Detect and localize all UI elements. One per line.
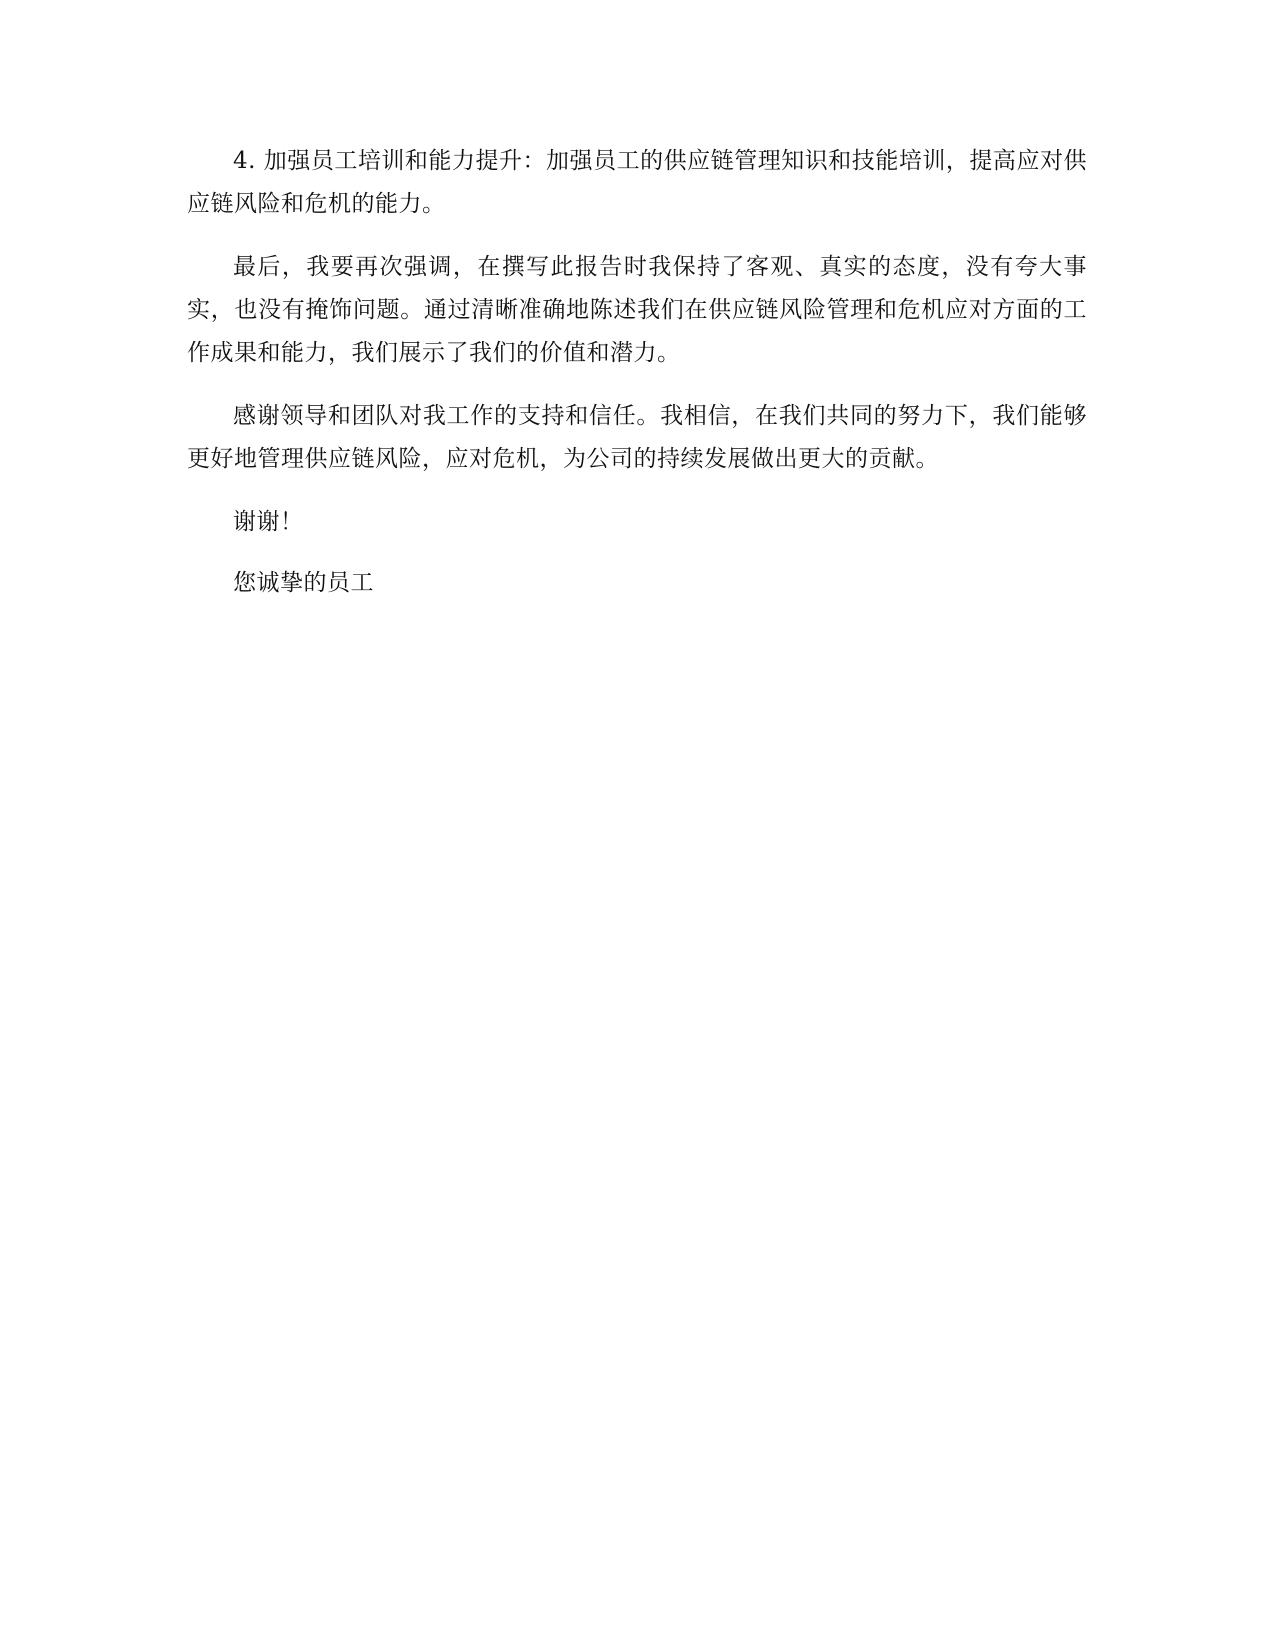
paragraph-thank-you: 谢谢！	[233, 509, 304, 535]
paragraph-thanks-support: 感谢领导和团队对我工作的支持和信任。我相信，在我们共同的努力下，我们能够更好地管理供应链风险，应对危机，为公司的持续发展做出更大的贡献。	[187, 403, 1087, 472]
paragraph-signature: 您诚挚的员工	[233, 570, 374, 596]
paragraph-final-statement: 最后，我要再次强调，在撰写此报告时我保持了客观、真实的态度，没有夸大事实，也没有掩饰问题。通过清晰准确地陈述我们在供应链风险管理和危机应对方面的工作成果和能力，我们展示了我们的价值和潜力。	[187, 254, 1087, 366]
document-body	[187, 140, 1087, 623]
paragraph-training-item: 4. 加强员工培训和能力提升：加强员工的供应链管理知识和技能培训，提高应对供应链风险和危机的能力。	[187, 148, 1087, 217]
